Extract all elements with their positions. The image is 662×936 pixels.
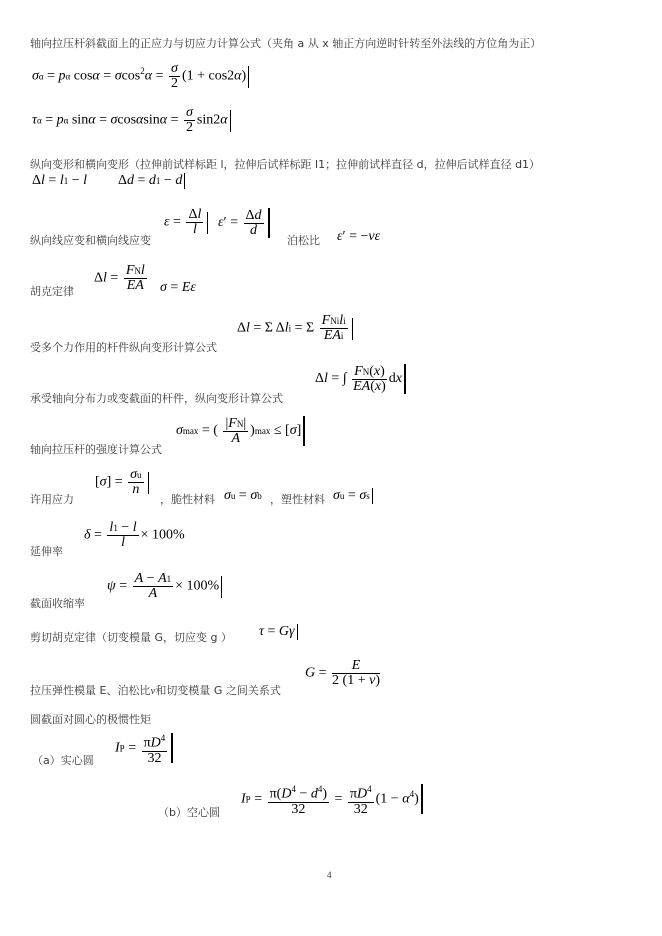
text-shear-hooke-label: 剪切胡克定律（切变模量 G，切应变 g ） — [30, 631, 232, 644]
text-reduction-label: 截面收缩率 — [30, 597, 85, 610]
text-hooke-label: 胡克定律 — [30, 285, 74, 298]
equation-ductile: σu = σs — [333, 488, 373, 504]
text-deformation-intro: 纵向变形和横向变形（拉伸前试样标距 l，拉伸后试样标距 l1；拉伸前试样直径 d，拉伸后试样直径 d1） — [30, 158, 541, 171]
text-allowable-label: 许用应力 — [30, 493, 74, 506]
equation-shear-stress-oblique: τα = pα sinα = σcosαsinα = $\frac{\sigma}{2}$ sin2α — [32, 106, 231, 135]
equation-lateral-strain: ε′ = $\frac{\Delta d}{d}$ — [218, 208, 270, 238]
equation-hollow-circle: IP = $\frac{\pi(D^4 - d^4)}{32}$ = $\frac{\pi D^4}{32}$ $(1 - \alpha^4)$ — [241, 782, 423, 817]
equation-normal-stress-oblique: σα = pα cosα = σcos$^2$α = $\frac{\sigma}{2}$ (1 + cos2α) — [32, 62, 249, 91]
equation-reduction: ψ = $\frac{A - A1}{A}$ × 100% — [107, 572, 222, 601]
equation-longitudinal-deformation: Δl = l1 − l — [32, 173, 87, 188]
text-oblique-section-formula-intro: 轴向拉压杆斜截面上的正应力与切应力计算公式（夹角 a 从 x 轴正方向逆时针转至外法线的方位角为正） — [30, 37, 542, 50]
text-elongation-label: 延伸率 — [30, 545, 63, 558]
equation-relation: G = $\frac{E}{2 (1 + \nu)}$ — [305, 658, 380, 688]
equation-distributed: Δl = ∫ $\frac{FN(x)}{EA(x)}$ dx — [315, 364, 406, 394]
text-multiple-forces-label: 受多个力作用的杆件纵向变形计算公式 — [30, 341, 217, 354]
text-relation-part1: 拉压弹性模量 E、泊松比 — [30, 684, 151, 697]
text-solid-circle-label: （a）实心圆 — [32, 754, 94, 767]
text-polar-moment-label: 圆截面对圆心的极惯性矩 — [30, 713, 151, 726]
equation-lateral-deformation: Δd = d1 − d — [118, 173, 185, 189]
equation-poisson: ε′ = −νε — [337, 229, 381, 244]
text-relation-part2: 和切变模量 G 之间关系式 — [155, 684, 281, 697]
text-strength-label: 轴向拉压杆的强度计算公式 — [30, 443, 162, 456]
equation-strength: σmax = ( $\frac{|FN|}{A}$ )max ≤ [σ] — [176, 416, 305, 446]
equation-shear-hooke: τ = Gγ — [259, 624, 298, 640]
symbol-nu: ν — [150, 685, 156, 697]
page-number: 4 — [327, 870, 332, 880]
text-poisson-label: 泊松比 — [287, 234, 320, 247]
equation-brittle: σu = σb — [224, 488, 262, 503]
equation-elongation: δ = $\frac{l1 - l}{l}$ × 100% — [84, 520, 185, 550]
equation-longitudinal-strain: ε = $\frac{\Delta l}{l}$ — [164, 208, 208, 237]
equation-hooke-deformation: Δl = $\frac{\text{FNl}}{EA}$ — [94, 263, 145, 293]
text-distributed-label: 承受轴向分布力或变截面的杆件，纵向变形计算公式 — [30, 392, 283, 405]
equation-hooke-stress: σ = Eε — [160, 280, 196, 295]
text-relation-label — [30, 684, 281, 698]
text-ductile-label: ，塑性材料 — [270, 493, 325, 506]
equation-multiple-forces: Δl = Σ Δli = Σ $\frac{\text{FNili}}{\text{EAi}}$ — [237, 314, 353, 343]
text-hollow-circle-label: （b）空心圆 — [158, 806, 220, 819]
text-brittle-label: ，脆性材料 — [160, 493, 215, 506]
equation-allowable-stress: [σ] = $\frac{\sigma u}{n}$ — [95, 468, 149, 497]
equation-solid-circle: IP = $\frac{\pi D^4}{32}$ — [115, 731, 173, 766]
text-strain-label: 纵向线应变和横向线应变 — [30, 234, 151, 247]
